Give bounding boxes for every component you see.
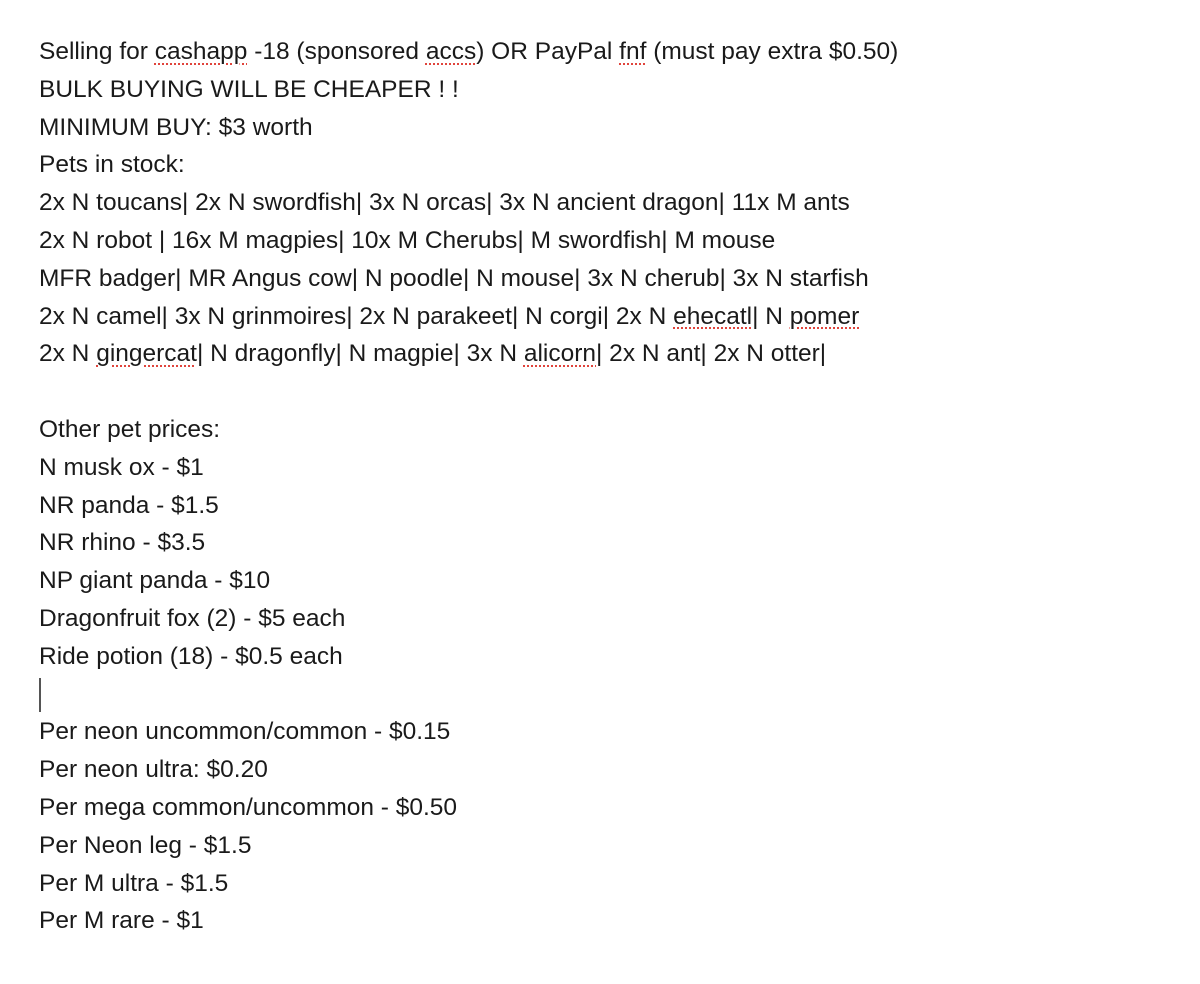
other-prices-heading: Other pet prices: — [39, 415, 221, 443]
selling-terms-line — [39, 33, 1179, 71]
per-price-line: Per mega common/uncommon - $0.50 — [39, 793, 458, 821]
text-cursor — [39, 678, 41, 712]
misspelled-word-fnf[interactable]: fnf — [619, 38, 647, 65]
stock-line-2: 2x N robot | 16x M magpies| 10x M Cherubs| M swordfish| M mouse — [39, 226, 776, 254]
misspelled-word-pomer[interactable]: pomer — [789, 302, 860, 330]
stock-line-5 — [39, 335, 1179, 373]
bulk-buying-line: BULK BUYING WILL BE CHEAPER ! ! — [39, 75, 459, 103]
minimum-buy-line: MINIMUM BUY: $3 worth — [39, 113, 313, 141]
price-line: NP giant panda - $10 — [39, 567, 271, 595]
stock-line-1: 2x N toucans| 2x N swordfish| 3x N orcas| 3x N ancient dragon| 11x M ants — [39, 189, 850, 217]
stock-line-3: MFR badger| MR Angus cow| N poodle| N mouse| 3x N cherub| 3x N starfish — [39, 264, 869, 292]
selling-text-2: -18 (sponsored — [247, 38, 426, 65]
per-price-line: Per M ultra - $1.5 — [39, 869, 229, 897]
stock-heading: Pets in stock: — [39, 151, 185, 179]
cursor-line[interactable] — [39, 676, 1179, 714]
stock-line-5-text-2: | N dragonfly| N magpie| 3x N — [196, 340, 524, 368]
misspelled-word-accs[interactable]: accs — [425, 38, 477, 65]
per-price-line: Per M rare - $1 — [39, 907, 204, 935]
selling-text-3: ) OR PayPal — [476, 38, 620, 65]
selling-text-4: (must pay extra $0.50) — [646, 38, 899, 65]
per-price-line: Per Neon leg - $1.5 — [39, 831, 252, 859]
price-line: Ride potion (18) - $0.5 each — [39, 642, 343, 670]
price-line: NR rhino - $3.5 — [39, 529, 206, 557]
stock-line-4-text-1: 2x N camel| 3x N grinmoires| 2x N parakeet| N corgi| 2x N — [39, 302, 674, 330]
blank-line — [39, 373, 1179, 411]
price-line: Dragonfruit fox (2) - $5 each — [39, 604, 346, 632]
misspelled-word-alicorn[interactable]: alicorn — [523, 340, 597, 368]
misspelled-word-cashapp[interactable]: cashapp — [154, 38, 248, 65]
per-price-line: Per neon ultra: $0.20 — [39, 756, 268, 784]
stock-line-5-text-3: | 2x N ant| 2x N otter| — [596, 340, 827, 368]
misspelled-word-ehecatl[interactable]: ehecatl — [673, 302, 753, 330]
stock-line-4-text-2: | N — [752, 302, 790, 330]
stock-line-4 — [39, 298, 1179, 336]
selling-text-1: Selling for — [39, 38, 155, 65]
price-line: N musk ox - $1 — [39, 453, 204, 481]
document-body[interactable] — [39, 33, 1179, 940]
misspelled-word-gingercat[interactable]: gingercat — [96, 340, 197, 368]
price-line: NR panda - $1.5 — [39, 491, 219, 519]
per-price-line: Per neon uncommon/common - $0.15 — [39, 718, 451, 746]
stock-line-5-text-1: 2x N — [39, 340, 97, 368]
